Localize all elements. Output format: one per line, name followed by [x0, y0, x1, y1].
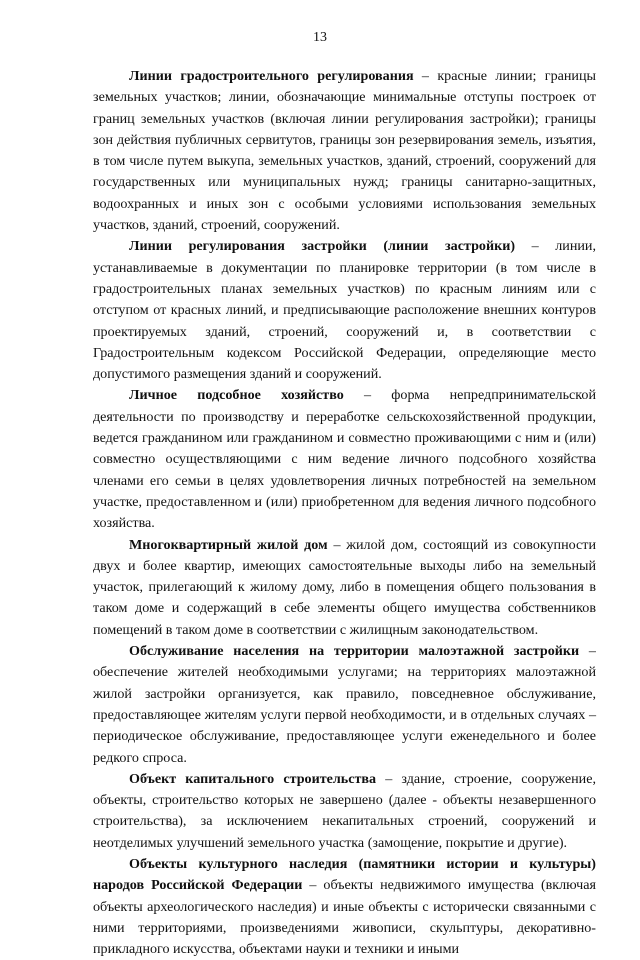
definition-text: – красные линии; границы земельных участков; линии, обозначающие минимальные отступы построек от границ земельных участков (включая линии регулирования застройки); границы зон действия публичных сервитутов, границы зон резервирования земель, изъятия, в том числе путем выкупа, земельных участков, зданий, строений, сооружений для государственных или муниципальных нужд; границы санитарно-защитных, водоохранных и иных зон с особыми условиями использования земельных участков, зданий, строений, сооружений. [93, 68, 596, 234]
definition-text: – объекты недвижимого имущества (включая объекты археологического наследия) и иные объекты с исторически связанными с ними территориями, произведениями живописи, скульптуры, декоративно-прикладного искусства, объектами науки и техники и иными [93, 877, 596, 958]
document-body [93, 66, 596, 960]
definition-term: Линии градостроительного регулирования [129, 68, 414, 84]
page-number: 13 [313, 30, 327, 45]
definition-term: Многоквартирный жилой дом [129, 536, 328, 553]
definition-text: – жилой дом, состоящий из совокупности двух и более квартир, имеющих самостоятельные выходы либо на земельный участок, прилегающий к жилому дому, либо в помещения общего пользования в таком доме и содержащий в себе элементы общего имущества собственников помещений в таком доме в соответствии с жилищным законодательством. [93, 536, 596, 638]
definition-text: – форма непредпринимательской деятельности по производству и переработке сельскохозяйственной продукции, ведется гражданином или гражданином и совместно проживающими с ним и (или) совместно осуществляющими с ним ведение личного подсобного хозяйства членами его семьи в целях удовлетворения личных потребностей на земельном участке, предоставленном и (или) приобретенном для ведения личного подсобного хозяйства. [93, 387, 596, 532]
definition-term: Обслуживание населения на территории малоэтажной застройки [129, 643, 580, 660]
definition-paragraph [93, 535, 596, 641]
definition-term: Личное подсобное хозяйство [129, 387, 344, 404]
definition-paragraph [93, 66, 596, 236]
definition-text: – здание, строение, сооружение, объекты, строительство которых не завершено (далее - объекты незавершенного строительства), за исключением некапитальных строений, сооружений и неотделимых улучшений земельного участка (замощение, покрытие и другие). [93, 770, 596, 851]
definition-paragraph [93, 854, 596, 960]
definition-paragraph [93, 641, 596, 769]
definition-text: – обеспечение жителей необходимыми услугами; на территориях малоэтажной жилой застройки организуется, как правило, повседневное обслуживание, предоставляющее жителям услуги первой необходимости, и в отдельных случаях – периодическое обслуживание, предоставляющее услуги еженедельного и более редкого спроса. [93, 643, 596, 766]
definition-paragraph [93, 769, 596, 854]
definition-term: Объект капитального строительства [129, 770, 377, 787]
definition-term: Линии регулирования застройки (линии застройки) [129, 238, 516, 255]
definition-paragraph [93, 236, 596, 385]
definition-term: Объекты культурного наследия (памятники истории и культуры) народов Российской Федерации [93, 855, 596, 894]
definition-text: – линии, устанавливаемые в документации по планировке территории (в том числе в градостроительных планах земельных участков) по красным линиям или с отступом от красных линий, и предписывающие расположение внешних контуров проектируемых зданий, строений, сооружений и, в соответствии с Градостроительным кодексом Российской Федерации, определяющие место допустимого размещения зданий и сооружений. [93, 238, 596, 383]
definition-paragraph [93, 385, 596, 534]
